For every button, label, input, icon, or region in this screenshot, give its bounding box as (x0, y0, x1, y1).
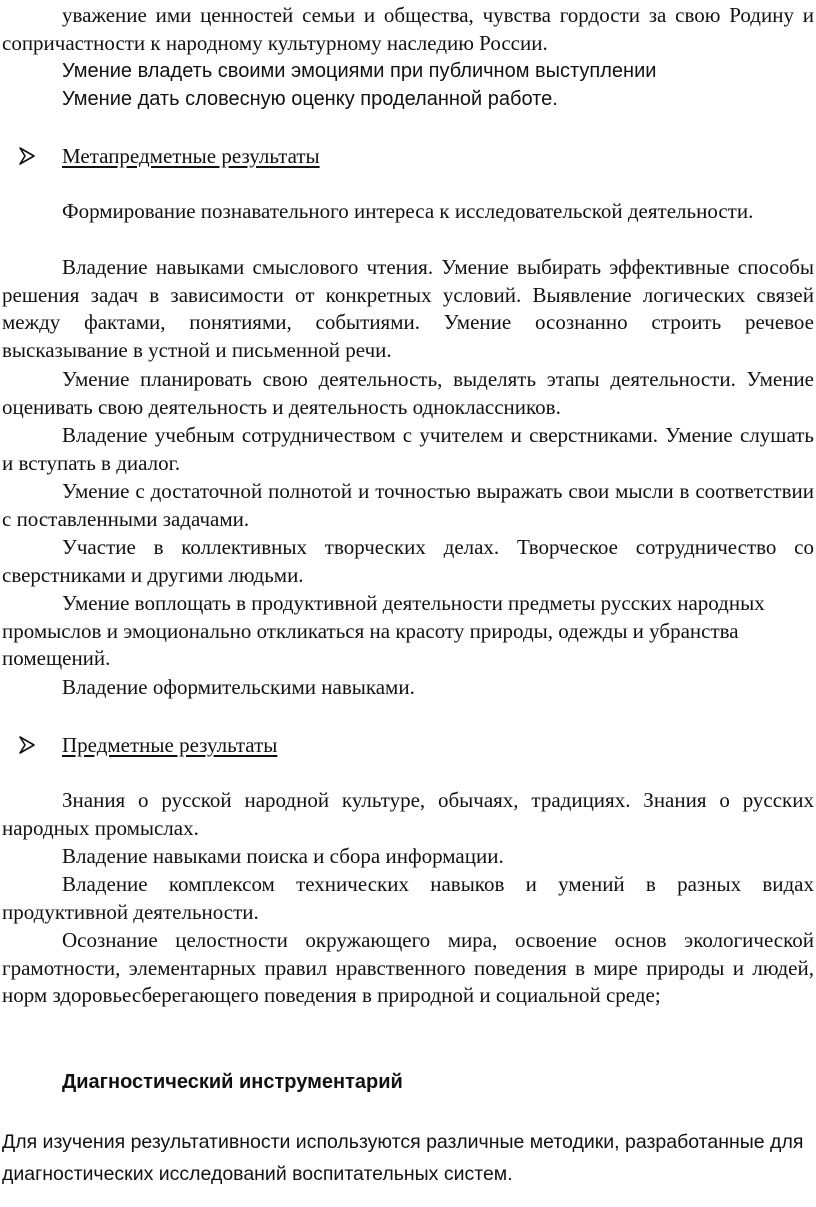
meta-paragraph: Участие в коллективных творческих делах. Творческое сотрудничество со сверстниками и другими людьми. (2, 535, 814, 587)
meta-heading-row (17, 142, 320, 170)
subject-paragraph: Владение навыками поиска и сбора информации. (62, 844, 504, 868)
meta-paragraph: Умение с достаточной полнотой и точностью выражать свои мысли в соответствии с поставленными задачами. (2, 479, 814, 531)
meta-paragraph: Владение оформительскими навыками. (62, 675, 415, 699)
meta-paragraph: Формирование познавательного интереса к исследовательской деятельности. (62, 199, 754, 223)
meta-paragraph: Владение учебным сотрудничеством с учителем и сверстниками. Умение слушать и вступать в диалог. (2, 423, 814, 475)
meta-heading: Метапредметные результаты (62, 143, 320, 168)
meta-paragraph: Умение планировать свою деятельность, выделять этапы деятельности. Умение оценивать свою деятельность и деятельность одноклассников. (2, 367, 814, 419)
meta-paragraph: Умение воплощать в продуктивной деятельности предметы русских народных промыслов и эмоционально откликаться на красоту природы, одежды и убранства помещений. (2, 591, 765, 671)
subject-heading-row (17, 731, 277, 759)
subject-paragraph: Знания о русской народной культуре, обычаях, традициях. Знания о русских народных промыслах. (2, 788, 814, 840)
intro-line-evaluation: Умение дать словесную оценку проделанной работе. (62, 88, 558, 110)
subject-paragraph: Осознание целостности окружающего мира, освоение основ экологической грамотности, элементарных правил нравственного поведения в мире природы и людей, норм здоровьесберегающего поведения в природной и социальной среде; (2, 928, 814, 1008)
subject-paragraph: Владение комплексом технических навыков и умений в разных видах продуктивной деятельности. (2, 872, 814, 924)
diagnostics-text: Для изучения результативности используются различные методики, разработанные для диагностических исследований воспитательных систем. (2, 1131, 804, 1185)
intro-line-emotions: Умение владеть своими эмоциями при публичном выступлении (62, 60, 657, 82)
intro-paragraph: уважение ими ценностей семьи и общества, чувства гордости за свою Родину и сопричастности к народному культурному наследию России. (2, 3, 814, 55)
arrow-bullet-icon (17, 146, 37, 166)
diagnostics-title: Диагностический инструментарий (62, 1071, 403, 1093)
arrow-bullet-icon (17, 735, 37, 755)
subject-heading: Предметные результаты (62, 732, 278, 757)
meta-paragraph: Владение навыками смыслового чтения. Умение выбирать эффективные способы решения задач в зависимости от конкретных условий. Выявление логических связей между фактами, понятиями, событиями. Умение осознанно строить речевое высказывание в устной и письменной речи. (2, 255, 814, 362)
